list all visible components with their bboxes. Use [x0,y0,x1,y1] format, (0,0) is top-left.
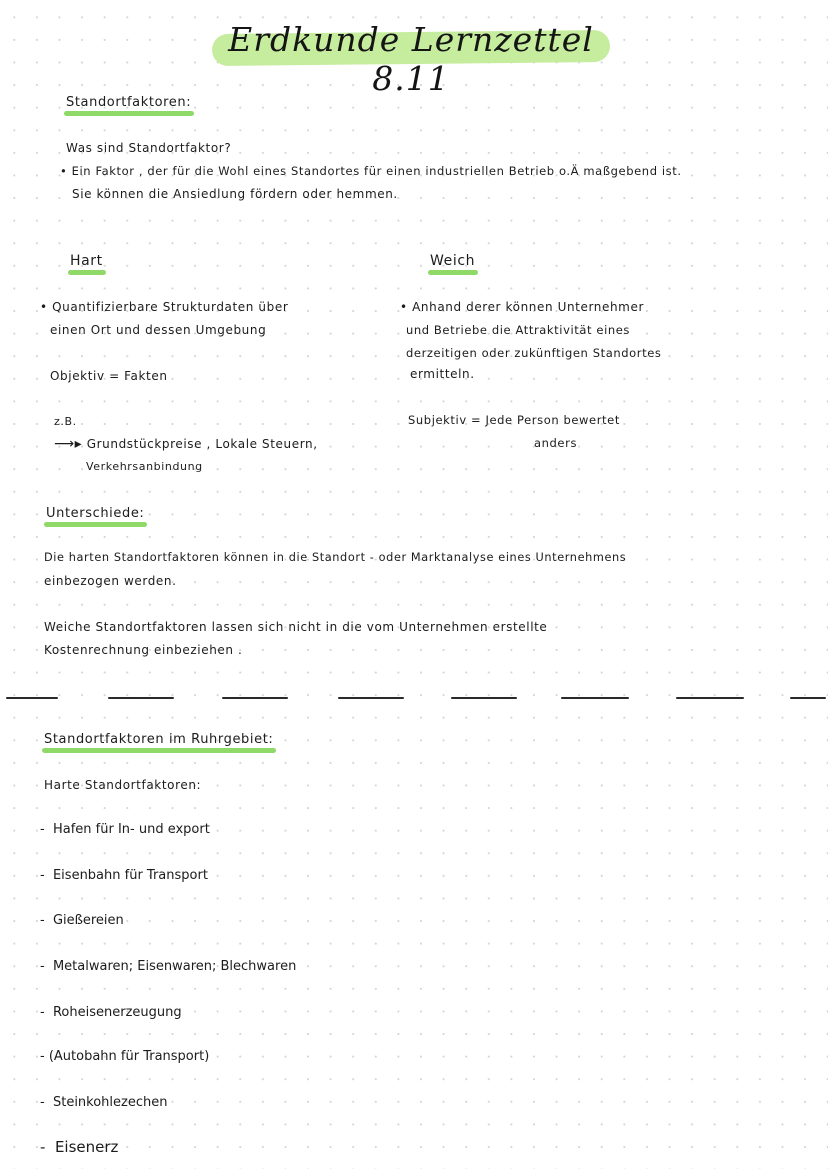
ruhr-subheading: Harte Standortfaktoren: [44,778,202,792]
unterschiede-p1-line-2: einbezogen werden. [44,574,177,588]
hart-example-1-text: Grundstückpreise , Lokale Steuern, [86,437,318,451]
hart-example-2: Verkehrsanbindung [86,460,203,473]
list-item: - Steinkohlezechen [40,1095,168,1110]
hart-objektiv: Objektiv = Fakten [50,369,168,383]
weich-subjektiv-cont: anders [534,436,578,450]
weich-line-1-text: Anhand derer können Unternehmer [412,300,644,314]
list-item: - Metalwaren; Eisenwaren; Blechwaren [40,959,297,974]
heading-ruhrgebiet [44,732,273,747]
list-item: - Eisenbahn für Transport [40,868,208,883]
list-item-text: Eisenbahn für Transport [52,868,208,883]
hart-line-1-text: Quantifizierbare Strukturdaten über [52,300,289,314]
unterschiede-p2-line-2: Kostenrechnung einbeziehen . [44,643,243,657]
list-item: - Hafen für In- und export [40,822,210,837]
separator-dash [338,697,404,699]
heading-unterschiede [46,506,144,521]
definition-line-2: Sie können die Ansiedlung fördern oder hemmen. [72,187,398,201]
list-item-text: Roheisenerzeugung [52,1005,182,1020]
weich-line-4: ermitteln. [410,367,475,381]
separator-dash [451,697,517,699]
separator-dash [676,697,744,699]
unterschiede-p1-line-1: Die harten Standortfaktoren können in die Standort - oder Marktanalyse eines Unternehmens [44,551,627,564]
section-heading-standortfaktoren [66,95,191,110]
list-item: - (Autobahn für Transport) [40,1049,210,1064]
unterschiede-heading-text: Unterschiede: [46,506,145,521]
list-item: - Gießereien [40,913,124,928]
weich-line-2: und Betriebe die Attraktivität eines [406,323,631,337]
list-item-text: (Autobahn für Transport) [48,1049,210,1064]
list-item-text: Metalwaren; Eisenwaren; Blechwaren [52,959,297,974]
list-item-text: Eisenerz [54,1138,119,1156]
hart-line-2: einen Ort und dessen Umgebung [50,323,267,337]
separator-dash [6,697,58,699]
list-item: - Roheisenerzeugung [40,1005,182,1020]
weich-line-3: derzeitigen oder zukünftigen Standortes [406,346,662,360]
heading-hart [70,253,103,269]
list-item-text: Gießereien [52,913,124,928]
list-item-text: Hafen für In- und export [52,822,210,837]
hart-heading-text: Hart [70,253,103,269]
separator-dash [222,697,288,699]
title-block [212,18,610,98]
ruhrgebiet-heading-text: Standortfaktoren im Ruhrgebiet: [44,732,274,747]
arrow-right-icon: ⟶▸ [54,436,83,452]
separator-dash [108,697,174,699]
weich-subjektiv: Subjektiv = Jede Person bewertet [408,413,620,427]
hart-zb: z.B. [54,415,77,428]
unterschiede-p2-line-1: Weiche Standortfaktoren lassen sich nicht in die vom Unternehmen erstellte [44,620,548,634]
definition-line-1: • Ein Faktor , der für die Wohl eines Standortes für einen industriellen Betrieb o.Ä maßgebend ist. [60,164,682,178]
list-item: - Eisenerz [40,1138,119,1156]
hart-example-1 [54,436,318,452]
heading-weich [430,253,475,269]
page-title: Erdkunde Lernzettel 8.11 [228,20,594,98]
heading-text: Standortfaktoren: [66,95,192,110]
question-line: Was sind Standortfaktor? [66,141,232,155]
separator-dash [790,697,826,699]
weich-line-1: • Anhand derer können Unternehmer [400,300,644,314]
list-item-text: Steinkohlezechen [52,1095,168,1110]
weich-heading-text: Weich [430,253,476,269]
hart-line-1: • Quantifizierbare Strukturdaten über [40,300,289,314]
definition-text-1: Ein Faktor , der für die Wohl eines Standortes für einen industriellen Betrieb o.Ä maßgebend ist. [71,164,682,178]
separator-dash [561,697,629,699]
